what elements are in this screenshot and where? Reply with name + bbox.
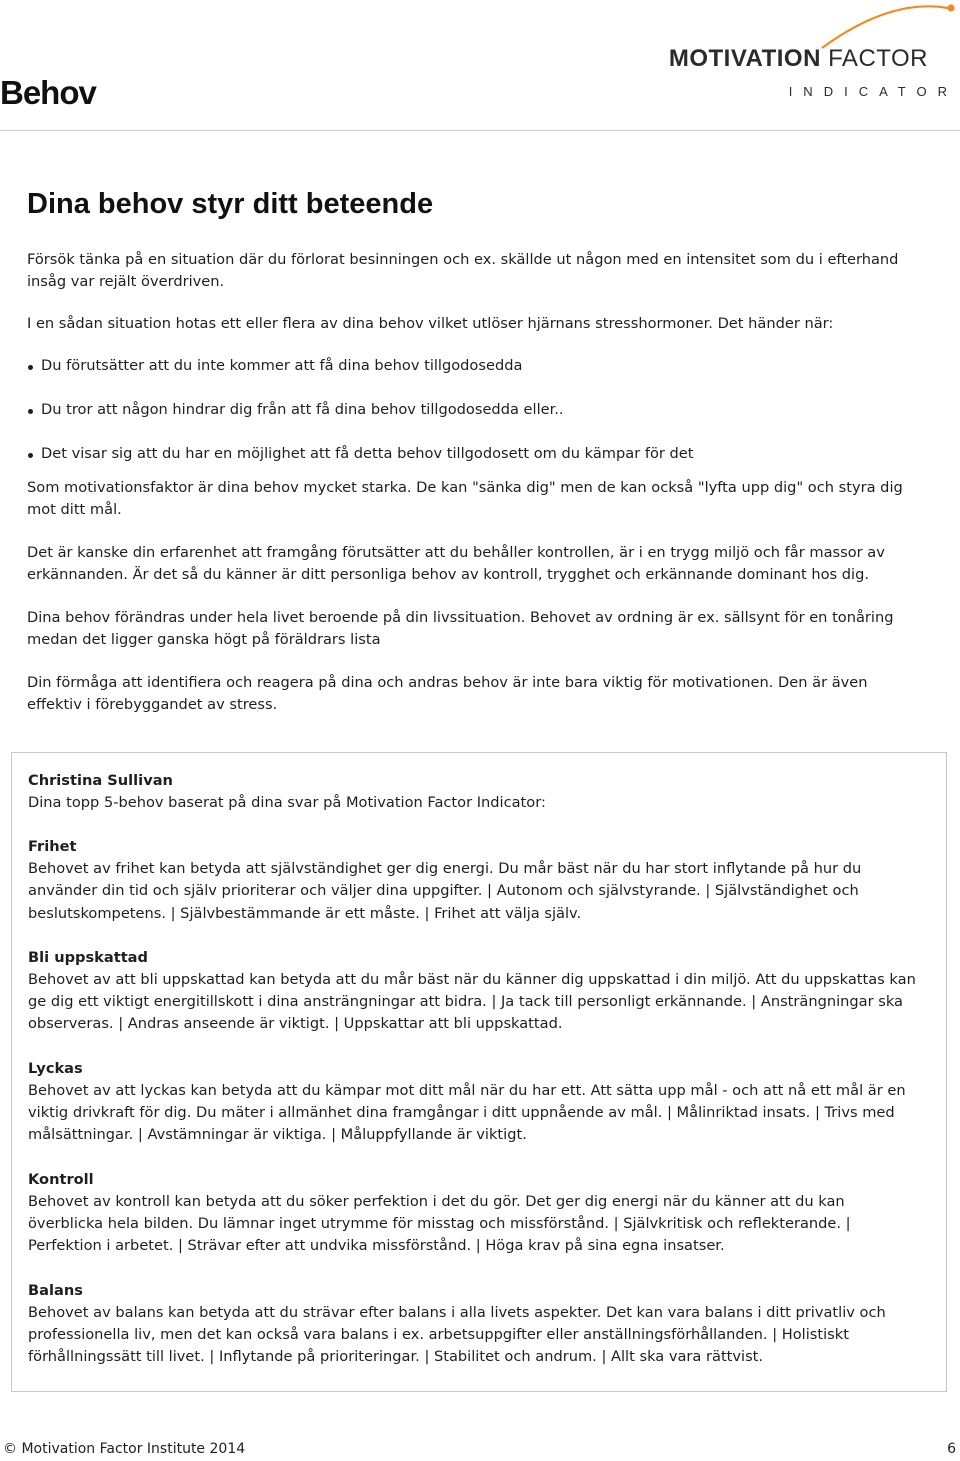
motivation-factor-logo [600,0,960,110]
list-item: Du förutsätter att du inte kommer att få dina behov tillgodosedda [27,355,927,377]
logo-subtitle: INDICATOR [788,84,958,99]
body-paragraph: Det är kanske din erfarenhet att framgång förutsätter att du behåller kontrollen, är i en trygg miljö och får massor av erkännanden. Är det så du känner är ditt personliga behov av kontroll, trygghet och erkännande dominant hos dig. [27,544,885,583]
intro-paragraph-2: I en sådan situation hotas ett eller flera av dina behov vilket utlöser hjärnans stresshormoner. Det händer när: [27,315,834,332]
intro-paragraph-1: Försök tänka på en situation där du förlorat besinningen och ex. skällde ut någon med en intensitet som du i efterhand insåg var rejält överdriven. [27,251,899,290]
section-heading: Dina behov styr ditt beteende [27,188,434,220]
need-item [28,1169,923,1258]
profile-box [11,752,947,1392]
list-item: Du tror att någon hindrar dig från att få dina behov tillgodosedda eller.. [27,399,927,421]
need-name: Bli uppskattad [28,948,148,966]
need-description: Behovet av frihet kan betyda att självständighet ger dig energi. Du mår bäst när du har stort inflytande på hur du använder din tid och själv prioriterar och väljer dina uppgifter. | Autonom och självstyrande. | Självständighet och beslutskompetens. | Självbestämmande är ett måste. | Frihet att välja själv. [28,860,862,922]
footer-copyright: © Motivation Factor Institute 2014 [3,1441,246,1457]
need-item [28,947,923,1036]
page-number: 6 [947,1441,956,1457]
page-header [0,0,960,131]
need-item [28,1280,923,1369]
body-paragraph: Dina behov förändras under hela livet beroende på din livssituation. Behovet av ordning är ex. sällsynt för en tonåring medan det ligger ganska högt på föräldrars lista [27,609,894,648]
list-item: Det visar sig att du har en möjlighet att få detta behov tillgodosett om du kämpar för det [27,443,927,465]
need-item [28,1058,923,1147]
body-paragraph: Din förmåga att identifiera och reagera på dina och andras behov är inte bara viktig för motivationen. Den är även effektiv i förebyggandet av stress. [27,674,868,713]
need-description: Behovet av att lyckas kan betyda att du kämpar mot ditt mål när du har ett. Att sätta upp mål - och att nå ett mål är en viktig drivkraft för dig. Du mäter i allmänhet dina framgångar i ditt uppnående av mål. | Målinriktad insats. | Trivs med målsättningar. | Avstämningar är viktiga. | Måluppfyllande är viktigt. [28,1081,906,1144]
need-name: Lyckas [28,1059,83,1077]
need-name: Kontroll [28,1170,94,1188]
need-description: Behovet av balans kan betyda att du strävar efter balans i alla livets aspekter. Det kan vara balans i ditt privatliv och professionella liv, men det kan också vara balans i ex. arbetsuppgifter eller anställningsförhållanden. | Holistiskt förhållningssätt till livet. | Inflytande på prioriteringar. | Stabilitet och andrum. | Allt ska vara rättvist. [28,1303,886,1366]
logo-word-bold: MOTIVATION [668,45,821,72]
need-item [28,836,923,925]
main-content [27,188,927,737]
need-name: Frihet [28,838,77,855]
person-name: Christina Sullivan [28,772,173,789]
logo-word-light: FACTOR [828,45,928,72]
body-paragraph: Som motivationsfaktor är dina behov mycket starka. De kan "sänka dig" men de kan också "lyfta upp dig" och styra dig mot ditt mål. [27,479,903,518]
trigger-list [27,355,927,465]
page-title: Behov [0,74,96,111]
logo-wordmark [669,45,928,73]
need-name: Balans [28,1281,83,1299]
need-description: Behovet av att bli uppskattad kan betyda att du mår bäst när du känner dig uppskattad i din miljö. Att du uppskattas kan ge dig ett viktigt energitillskott i dina ansträngningar att bidra. | Ja tack till personligt erkännande. | Ansträngningar ska observeras. | Andras anseende är viktigt. | Uppskattar att bli uppskattad. [28,970,916,1033]
need-description: Behovet av kontroll kan betyda att du söker perfektion i det du gör. Det ger dig energi när du känner att du kan överblicka hela bilden. Du lämnar inget utrymme för misstag och missförstånd. | Självkritisk och reflekterande. | Perfektion i arbetet. | Strävar efter att undvika missförstånd. | Höga krav på sina egna insatser. [28,1192,851,1255]
profile-intro: Dina topp 5-behov baserat på dina svar på Motivation Factor Indicator: [28,794,546,811]
